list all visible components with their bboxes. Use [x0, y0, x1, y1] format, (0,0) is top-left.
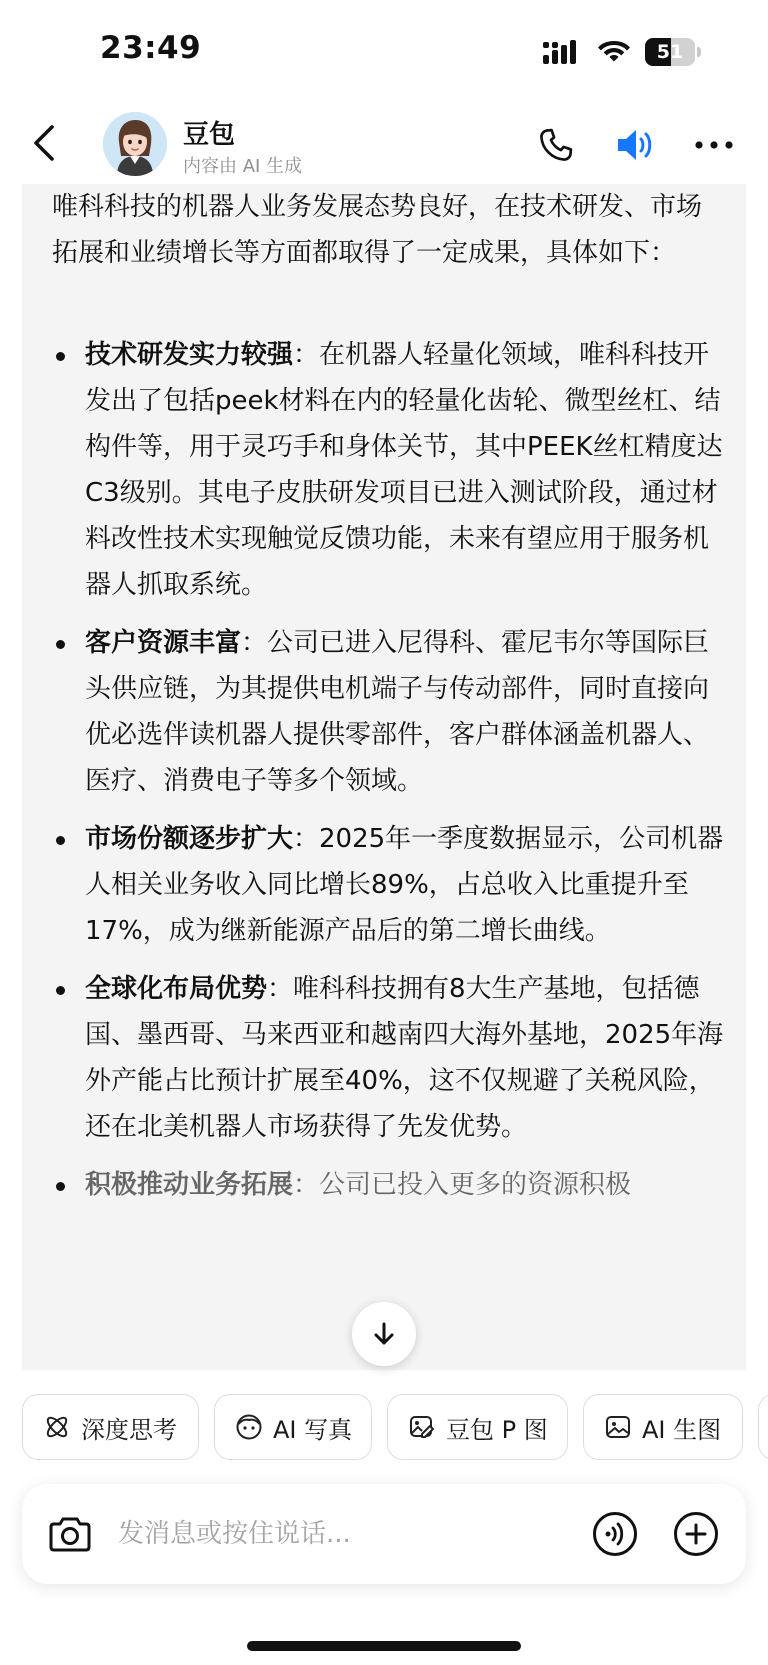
message-composer [22, 1484, 746, 1584]
voice-icon[interactable] [592, 1511, 638, 1557]
chip-label: 豆包 P 图 [446, 1415, 548, 1444]
chip-more[interactable] [758, 1394, 768, 1460]
bullet-title: 积极推动业务拓展 [85, 1170, 294, 1200]
status-bar [0, 0, 768, 100]
back-icon[interactable] [30, 124, 60, 162]
chip-deep-thinking[interactable] [22, 1394, 199, 1460]
battery-level: 51 [656, 41, 684, 63]
assistant-message [22, 184, 746, 1370]
bot-name: 豆包 [183, 120, 236, 150]
arrow-down-icon [370, 1320, 398, 1348]
face-icon [235, 1413, 263, 1441]
plus-icon[interactable] [673, 1511, 719, 1557]
speaker-icon[interactable] [615, 126, 655, 164]
bullet-body: ：公司已进入尼得科、霍尼韦尔等国际巨头供应链，为其提供电机端子与传动部件，同时直接向优必选伴读机器人提供零部件，客户群体涵盖机器人、医疗、消费电子等多个领域。 [85, 628, 710, 796]
image-edit-icon [408, 1413, 436, 1441]
list-item [22, 816, 734, 954]
list-item [22, 332, 734, 608]
bullet-title: 技术研发实力较强 [85, 340, 294, 370]
chip-ai-portrait[interactable] [214, 1394, 372, 1460]
message-input[interactable] [118, 1510, 538, 1558]
home-indicator [247, 1641, 521, 1651]
chat-header [0, 100, 768, 184]
bullet-list [22, 332, 746, 1220]
status-time: 23:49 [100, 30, 202, 66]
chip-ai-image[interactable] [583, 1394, 743, 1460]
ai-generated-note: 内容由 AI 生成 [183, 156, 303, 177]
wifi-icon [597, 37, 631, 63]
camera-icon[interactable] [48, 1514, 92, 1554]
bullet-body: ：2025年一季度数据显示，公司机器人相关业务收入同比增长89%，占总收入比重提升至17%，成为继新能源产品后的第二增长曲线。 [85, 824, 724, 946]
chip-doubao-p-image[interactable] [387, 1394, 568, 1460]
quick-action-bar [0, 1394, 768, 1462]
bullet-body: ：公司已投入更多的资源积极 [293, 1170, 632, 1200]
bullet-title: 客户资源丰富 [85, 628, 242, 658]
bullet-body: ：在机器人轻量化领域，唯科科技开发出了包括peek材料在内的轻量化齿轮、微型丝杠、结构件等，用于灵巧手和身体关节，其中PEEK丝杠精度达C3级别。其电子皮肤研发项目已进入测试阶段，通过材料改性技术实现触觉反馈功能，未来有望应用于服务机器人抓取系统。 [85, 340, 723, 600]
atom-icon [43, 1413, 71, 1441]
list-item [22, 1162, 734, 1208]
phone-icon[interactable] [537, 126, 575, 164]
list-item [22, 966, 734, 1150]
avatar[interactable] [103, 112, 167, 176]
chip-label: AI 写真 [273, 1415, 353, 1444]
scroll-down-button[interactable] [352, 1302, 416, 1366]
bullet-title: 全球化布局优势 [85, 974, 268, 1004]
list-item [22, 620, 734, 804]
cellular-signal-icon [543, 40, 583, 64]
image-icon [604, 1413, 632, 1441]
chip-label: 深度思考 [81, 1415, 177, 1444]
message-intro: 唯科科技的机器人业务发展态势良好，在技术研发、市场拓展和业绩增长等方面都取得了一定成果，具体如下： [52, 192, 703, 268]
chip-label: AI 生图 [642, 1415, 722, 1444]
bullet-title: 市场份额逐步扩大 [85, 824, 294, 854]
more-icon[interactable] [694, 140, 734, 150]
battery-indicator [645, 38, 701, 66]
bullet-body: ：唯科科技拥有8大生产基地，包括德国、墨西哥、马来西亚和越南四大海外基地，2025年海外产能占比预计扩展至40%，这不仅规避了关税风险，还在北美机器人市场获得了先发优势。 [85, 974, 724, 1142]
